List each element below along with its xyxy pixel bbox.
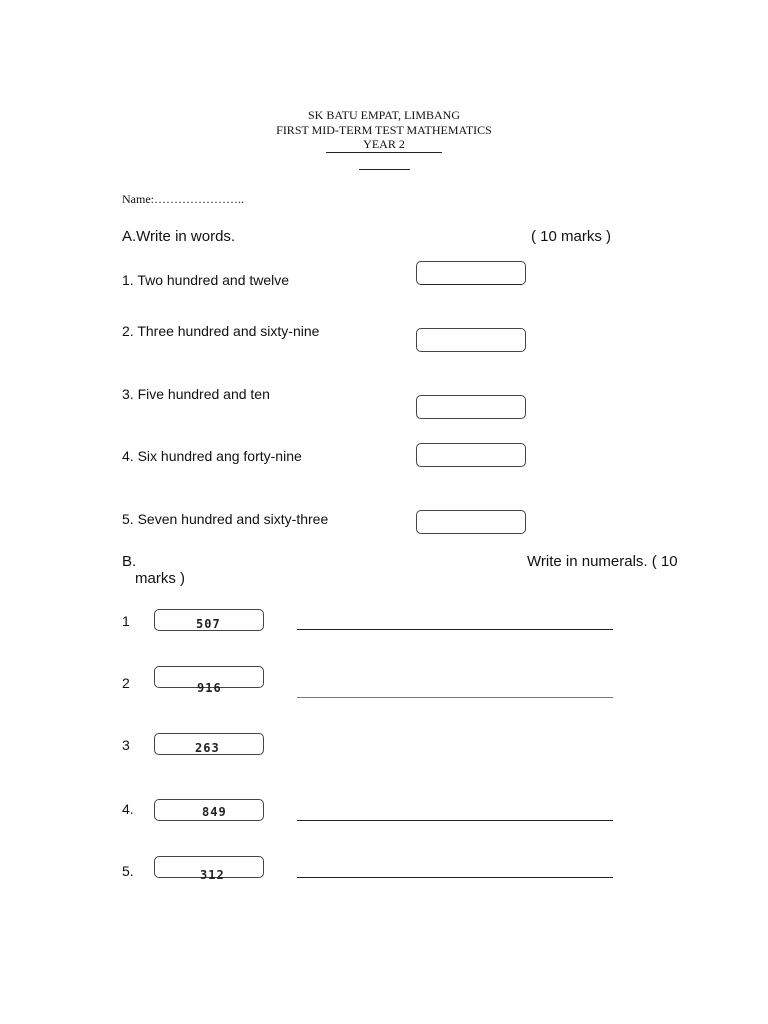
answer-line-b4[interactable] [297,820,613,821]
section-b-marks: marks ) [135,570,185,587]
answer-line-b5[interactable] [297,877,613,878]
answer-box-a1[interactable] [416,261,526,285]
number-b3: 263 [195,741,220,755]
question-a2: 2. Three hundred and sixty-nine [122,323,320,339]
question-b2-label: 2 [122,675,130,691]
question-a4: 4. Six hundred ang forty-nine [122,448,302,464]
answer-box-a3[interactable] [416,395,526,419]
section-b-letter: B. [122,553,137,570]
answer-box-a5[interactable] [416,510,526,534]
question-b5-label: 5. [122,863,134,879]
question-b3-label: 3 [122,737,130,753]
number-b5: 312 [200,868,225,882]
year-label: YEAR 2 [363,137,405,151]
header-short-line [359,169,410,170]
answer-line-b2[interactable] [297,697,613,698]
question-b1-label: 1 [122,613,130,629]
number-b2: 916 [197,681,222,695]
header-underline [326,152,442,153]
name-field-label: Name:………………….. [122,192,244,206]
answer-box-a4[interactable] [416,443,526,467]
school-name: SK BATU EMPAT, LIMBANG [307,108,461,122]
question-a5: 5. Seven hundred and sixty-three [122,511,329,527]
test-title: FIRST MID-TERM TEST MATHEMATICS [276,123,492,137]
section-a-marks: ( 10 marks ) [531,228,612,245]
answer-line-a1 [420,284,522,285]
number-b1: 507 [196,617,221,631]
section-b-instruction: Write in numerals. ( 10 [527,553,678,570]
answer-line-b1[interactable] [297,629,613,630]
answer-box-a2[interactable] [416,328,526,352]
question-a3: 3. Five hundred and ten [122,386,270,402]
question-a1: 1. Two hundred and twelve [122,272,290,288]
section-a-title: A.Write in words. [122,228,236,245]
number-b4: 849 [202,805,227,819]
question-b4-label: 4. [122,801,134,817]
